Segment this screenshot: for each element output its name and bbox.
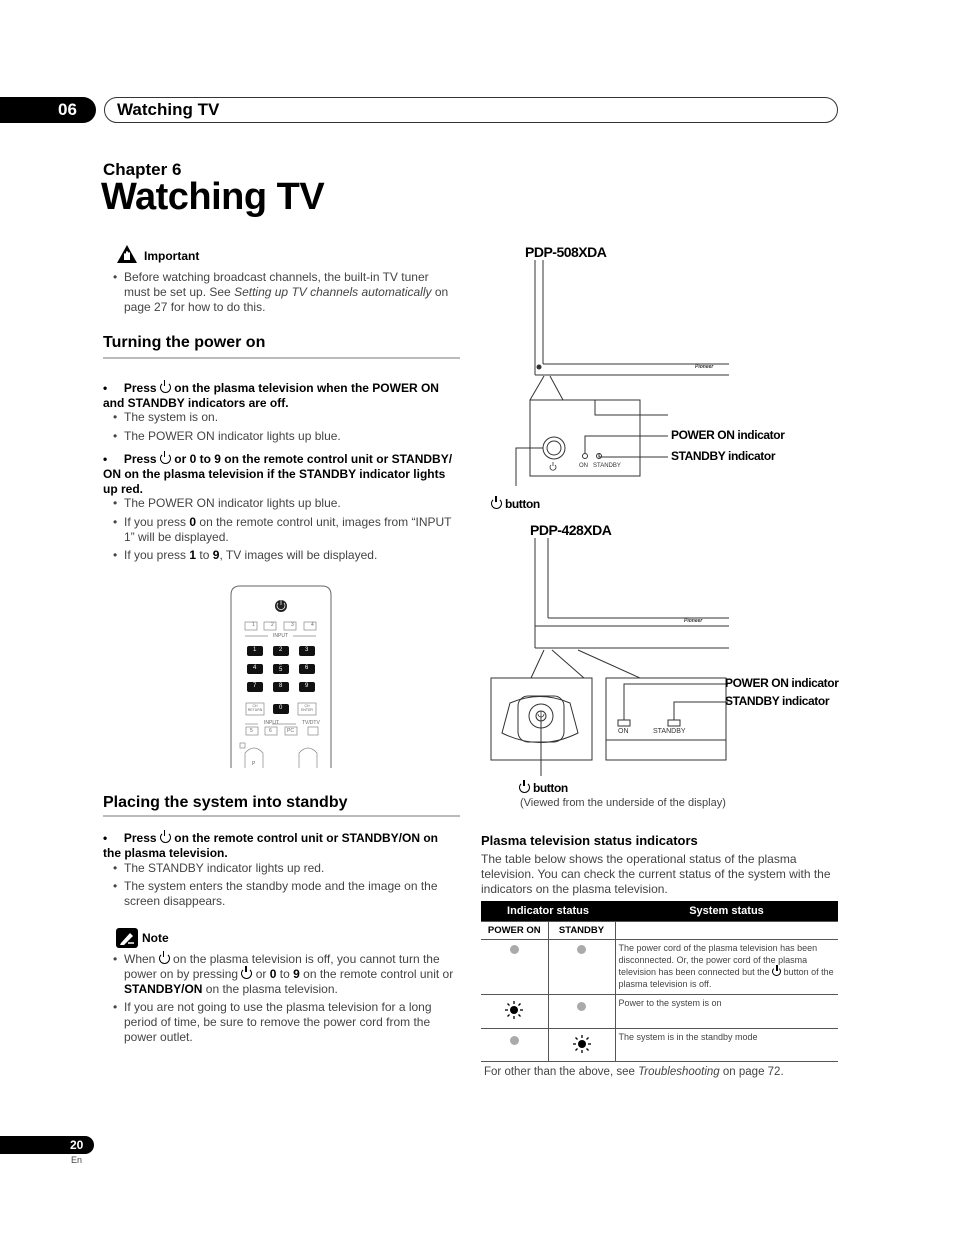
step-press-standby-remote: • Press on the remote control unit or STANDBY/ON on the plasma television.: [103, 831, 439, 860]
power-on-indicator-label: POWER ON indicator: [725, 676, 839, 690]
power-icon: [241, 968, 252, 979]
section-heading-standby: Placing the system into standby: [103, 794, 348, 811]
remote-num-key: 7: [253, 683, 257, 689]
status-footer: For other than the above, see Troubleshooting on page 72.: [484, 1066, 784, 1078]
remote-num-key: 3: [305, 647, 309, 653]
power-on-indicator-label: POWER ON indicator: [671, 428, 785, 442]
chapter-number-tab: 06: [0, 97, 96, 123]
remote-key-sub: A: [279, 661, 282, 666]
indicator-off-icon: [577, 1002, 586, 1011]
indicator-off-icon: [510, 945, 519, 954]
warning-icon: [116, 244, 138, 264]
sub-blank: [615, 921, 838, 939]
indicator-off-icon: [577, 945, 586, 954]
remote-zero-key: 0: [279, 705, 283, 711]
power-icon: [772, 967, 781, 976]
page-language: En: [71, 1155, 83, 1165]
tv-428-diagram: [488, 538, 833, 788]
page-number: 20: [0, 1136, 94, 1154]
note-icon: [116, 928, 138, 948]
remote-input2-key: 6: [269, 728, 272, 734]
remote-input-label: INPUT: [273, 633, 288, 639]
remote-num-key: 6: [305, 665, 309, 671]
power-icon: [160, 453, 171, 464]
remote-num-key: 4: [253, 665, 257, 671]
list-item: • The POWER ON indicator lights up blue.: [124, 496, 341, 511]
important-label: Important: [144, 249, 200, 263]
section-rule: [103, 815, 460, 817]
remote-input-key: 2: [271, 622, 274, 628]
power-icon: [491, 498, 502, 509]
power-icon: [519, 782, 530, 793]
note-label: Note: [142, 931, 169, 945]
remote-input-key: 4: [311, 622, 314, 628]
brand-logo: Pioneer: [684, 618, 703, 624]
remote-ch-return: CH RETURN: [247, 704, 263, 712]
standby-label-small: STANDBY: [653, 728, 686, 735]
col-indicator-status: Indicator status: [481, 901, 615, 921]
indicator-off-icon: [510, 1036, 519, 1045]
remote-input2-key: PC: [287, 728, 294, 734]
note-item: • When on the plasma television is off, you cannot turn the power on by pressing or 0 to 9 on the remote control unit or STANDBY/ON on the plasma television.: [124, 952, 460, 997]
remote-input2-key: 5: [250, 728, 253, 734]
remote-num-key: 2: [279, 647, 283, 653]
brand-logo: Pioneer: [695, 364, 714, 370]
power-button-label: button: [519, 781, 568, 795]
system-status-cell: The system is in the standby mode: [615, 1028, 838, 1061]
power-icon: [159, 953, 170, 964]
model-label-428: PDP-428XDA: [530, 522, 612, 538]
step-press-standby: • Press or 0 to 9 on the remote control unit or STANDBY/ ON on the plasma television if the STANDBY indicator lights up red.: [103, 452, 453, 496]
standby-indicator-label: STANDBY indicator: [725, 694, 830, 708]
remote-num-key: 1: [253, 647, 257, 653]
chapter-label: Chapter 6: [103, 160, 182, 179]
standby-label-small: STANDBY: [593, 463, 621, 469]
important-text: • Before watching broadcast channels, the built-in TV tuner must be set up. See Setting up TV channels automatically on page 27 for how to do this.: [124, 270, 456, 315]
tv-508-diagram: [490, 260, 835, 520]
sub-standby: STANDBY: [548, 921, 615, 939]
note-item: • If you are not going to use the plasma television for a long period of time, be sure to remove the power cord from the power outlet.: [124, 1000, 444, 1045]
page-title: Watching TV: [101, 176, 325, 218]
on-label-small: ON: [618, 728, 629, 735]
remote-input-key: 3: [291, 622, 294, 628]
list-item: • If you press 0 on the remote control unit, images from “INPUT 1” will be displayed.: [124, 515, 459, 545]
indicator-lit-icon: [505, 1001, 523, 1019]
power-icon: [160, 832, 171, 843]
remote-p-label: P: [252, 761, 256, 767]
remote-ch-enter: CH ENTER: [301, 704, 313, 712]
col-system-status: System status: [615, 901, 838, 921]
power-icon: [160, 382, 171, 393]
status-table: [481, 901, 838, 1062]
model-label-508: PDP-508XDA: [525, 244, 607, 260]
system-status-cell: The power cord of the plasma television has been disconnected. Or, the power cord of the plasma television has been connected but the button of the plasma television is off.: [615, 939, 838, 994]
remote-num-key: 8: [279, 683, 283, 689]
remote-tvdtv-label: TV/DTV: [302, 720, 320, 726]
remote-num-key: 9: [305, 683, 309, 689]
remote-control-illustration: [230, 585, 332, 768]
table-row: [481, 1028, 838, 1061]
section-rule: [103, 357, 460, 359]
power-button-label: button: [491, 497, 540, 511]
table-row: [481, 939, 838, 994]
table-row: [481, 994, 838, 1028]
viewed-caption: (Viewed from the underside of the display): [520, 797, 726, 809]
section-heading-power-on: Turning the power on: [103, 334, 266, 351]
list-item: • The system is on.: [124, 410, 218, 425]
remote-input-key: 1: [252, 622, 255, 628]
on-label-small: ON: [579, 463, 588, 469]
status-intro: The table below shows the operational status of the plasma television. You can check the current status of the system with the indicators on the plasma television.: [481, 852, 831, 896]
list-item: • The STANDBY indicator lights up red.: [124, 861, 324, 876]
sub-power-on: POWER ON: [481, 921, 548, 939]
remote-num-key: 5: [279, 667, 283, 673]
remote-input-label: INPUT: [264, 720, 279, 726]
list-item: • The system enters the standby mode and the image on the screen disappears.: [124, 879, 454, 909]
system-status-cell: Power to the system is on: [615, 994, 838, 1028]
list-item: • If you press 1 to 9, TV images will be displayed.: [124, 548, 377, 563]
step-press-power: • Press on the plasma television when the POWER ON and STANDBY indicators are off.: [103, 381, 439, 410]
status-heading: Plasma television status indicators: [481, 833, 698, 848]
indicator-lit-icon: [573, 1035, 591, 1053]
list-item: • The POWER ON indicator lights up blue.: [124, 429, 341, 444]
standby-indicator-label: STANDBY indicator: [671, 449, 776, 463]
header-section-title: Watching TV: [104, 97, 838, 123]
